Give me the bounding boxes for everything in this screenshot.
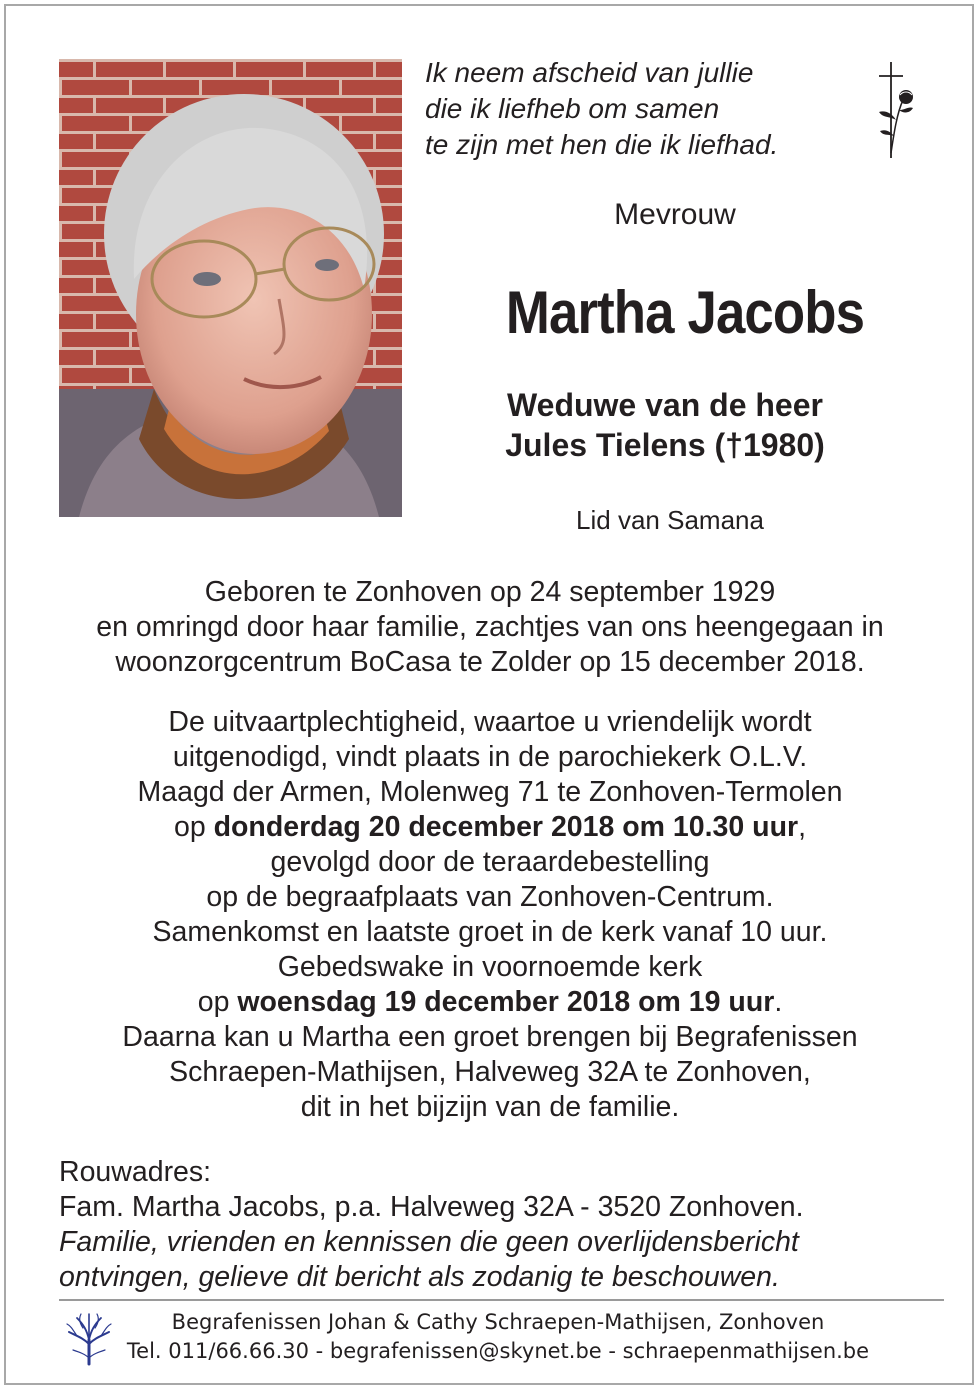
poem-line: Ik neem afscheid van jullie — [425, 57, 754, 88]
funeral-prefix: op — [173, 811, 214, 843]
footer-divider — [59, 1299, 944, 1301]
funeral-suffix: , — [798, 811, 807, 843]
farewell-poem — [425, 55, 855, 163]
honorific: Mevrouw — [614, 198, 736, 231]
wake-date-line — [40, 985, 940, 1020]
text-line: dit in het bijzijn van de familie. — [300, 1091, 680, 1123]
text-line: Geboren te Zonhoven op 24 september 1929 — [204, 576, 776, 608]
address-label: Rouwadres: — [59, 1156, 212, 1188]
birth-death-paragraph — [40, 575, 940, 680]
poem-line: te zijn met hen die ik liefhad. — [425, 129, 779, 160]
notice-line: ontvingen, gelieve dit bericht als zodanig te beschouwen. — [59, 1261, 780, 1293]
wake-suffix: . — [774, 986, 783, 1018]
text-line: uitgenodigd, vindt plaats in de parochiekerk O.L.V. — [172, 741, 808, 773]
text-line: op de begraafplaats van Zonhoven-Centrum. — [206, 881, 774, 913]
deceased-name: Martha Jacobs — [505, 279, 865, 346]
membership: Lid van Samana — [576, 505, 764, 535]
poem-line: die ik liefheb om samen — [425, 93, 720, 124]
text-line: Schraepen-Mathijsen, Halveweg 32A te Zonhoven, — [169, 1056, 811, 1088]
ceremony-paragraph — [40, 705, 940, 1125]
tree-logo-icon — [61, 1310, 117, 1366]
spouse-line: Jules Tielens (†1980) — [505, 427, 825, 463]
text-line: woonzorgcentrum BoCasa te Zolder op 15 december 2018. — [115, 646, 865, 678]
text-line: en omringd door haar familie, zachtjes van ons heengegaan in — [96, 611, 884, 643]
text-line: gevolgd door de teraardebestelling — [270, 846, 710, 878]
mourning-address — [59, 1155, 939, 1295]
notice-line: Familie, vrienden en kennissen die geen overlijdensbericht — [59, 1226, 799, 1258]
text-line: Samenkomst en laatste groet in de kerk vanaf 10 uur. — [152, 916, 828, 948]
spouse-info — [440, 385, 890, 465]
text-line: Daarna kan u Martha een groet brengen bij Begrafenissen — [122, 1021, 858, 1053]
funeral-date-line — [40, 810, 940, 845]
spouse-line: Weduwe van de heer — [507, 387, 823, 423]
funeral-datetime: donderdag 20 december 2018 om 10.30 uur — [213, 811, 799, 843]
funeral-home-footer — [118, 1308, 878, 1366]
wake-prefix: op — [197, 986, 238, 1018]
funeral-home-name: Begrafenissen Johan & Cathy Schraepen-Mathijsen, Zonhoven — [171, 1310, 825, 1334]
funeral-home-contact: Tel. 011/66.66.30 - begrafenissen@skynet.be - schraepenmathijsen.be — [126, 1339, 870, 1363]
text-line: De uitvaartplechtigheid, waartoe u vriendelijk wordt — [168, 706, 812, 738]
portrait-photo — [59, 59, 402, 517]
address-text: Fam. Martha Jacobs, p.a. Halveweg 32A - 3520 Zonhoven. — [59, 1191, 804, 1223]
wake-datetime: woensdag 19 december 2018 om 19 uur — [237, 986, 775, 1018]
cross-with-rose-icon — [869, 58, 923, 162]
text-line: Maagd der Armen, Molenweg 71 te Zonhoven-Termolen — [137, 776, 843, 808]
text-line: Gebedswake in voornoemde kerk — [277, 951, 703, 983]
